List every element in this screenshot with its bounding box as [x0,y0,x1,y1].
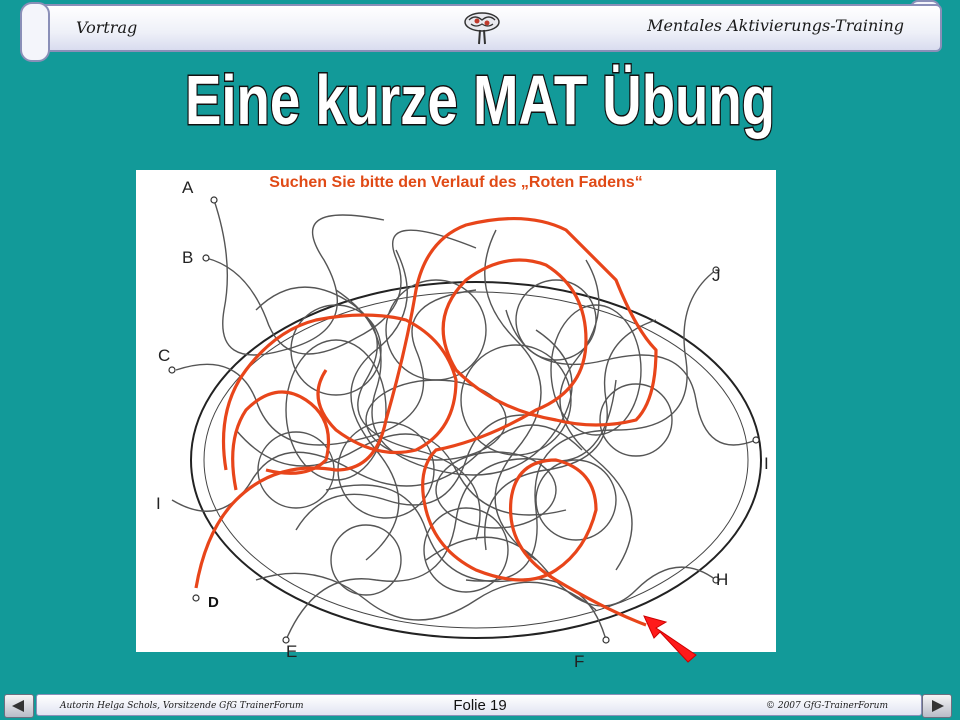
footer-copyright: © 2007 GfG-TrainerForum [765,701,888,711]
footer-author: Autorin Helga Schols, Vorsitzende GfG TrainerForum [60,701,304,711]
next-slide-button[interactable] [922,694,952,718]
slide-title-text: Eine kurze MAT Übung [185,61,775,139]
slide-title [0,58,960,140]
slide-number: Folie 19 [453,697,507,714]
maze-panel [136,170,776,671]
maze-label-f: F [574,652,585,671]
maze-label-l: I [156,494,161,513]
maze-label-h: H [716,570,729,589]
spaghetti-maze-illustration [136,170,776,652]
maze-label-e: E [286,642,298,661]
maze-label-b: B [182,248,194,267]
brain-logo-icon [459,8,505,48]
maze-label-c: C [158,346,171,365]
header-section-label: Vortrag [76,18,138,37]
slide-header [0,0,960,58]
maze-label-a: A [182,178,194,197]
arrow-right-icon [930,700,944,712]
maze-label-d: D [208,594,219,611]
maze-label-j: J [712,266,721,285]
maze-instruction: Suchen Sie bitte den Verlauf des „Roten Fadens“ [269,174,643,191]
red-arrow-icon [644,616,696,662]
scroll-curl-left [20,2,50,62]
header-topic-label: Mentales Aktivierungs-Training [647,16,904,35]
maze-label-i: I [764,454,769,473]
